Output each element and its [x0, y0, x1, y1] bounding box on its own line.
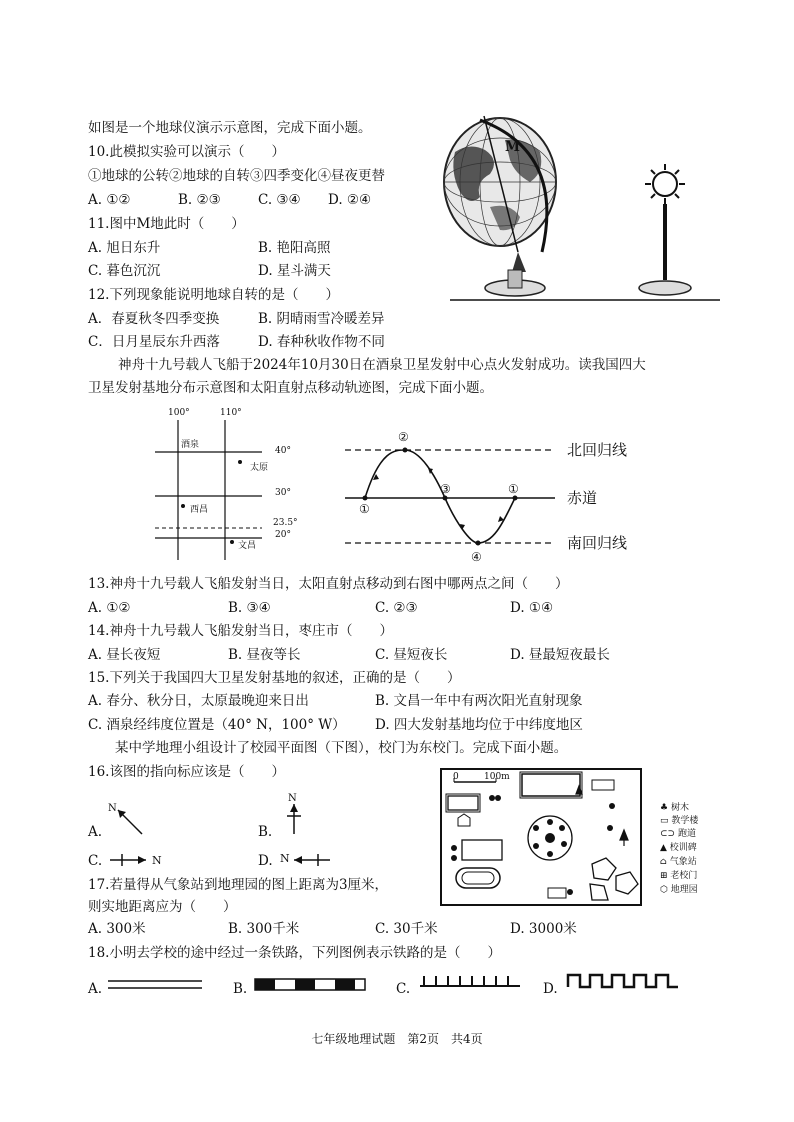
q18-option-b[interactable]: B.	[233, 981, 248, 997]
legend-geography-garden: ⬡ 地理园	[660, 885, 698, 895]
q13-option-a[interactable]: A. ①②	[88, 600, 131, 616]
legend-geography-garden-label: 地理园	[670, 885, 698, 895]
q11-option-b[interactable]: B. 艳阳高照	[258, 240, 331, 256]
map-lon-110: 110°	[220, 408, 242, 418]
legend-motto-stone: ▲ 校训碑	[660, 843, 697, 853]
path-point-1: ①	[359, 502, 370, 516]
q12-option-b[interactable]: B. 阴晴雨雪冷暖差异	[258, 311, 385, 327]
q18-b-symbol	[255, 978, 365, 992]
map-label-xichang: 西昌	[190, 505, 209, 515]
q11-option-a[interactable]: A. 旭日东升	[88, 240, 161, 256]
q12-stem: 12.下列现象能说明地球自转的是（ ）	[88, 287, 339, 303]
legend-old-gate: ⊞ 老校门	[660, 871, 698, 881]
q18-stem: 18.小明去学校的途中经过一条铁路，下列图例表示铁路的是（ ）	[88, 945, 501, 961]
q14-option-d[interactable]: D. 昼最短夜最长	[510, 647, 610, 663]
q18-d-symbol	[568, 972, 680, 990]
equator-label: 赤道	[567, 489, 598, 507]
q10-option-c[interactable]: C. ③④	[258, 192, 301, 208]
map-lat-30: 30°	[275, 488, 291, 498]
legend-tree: ♣ 树木	[660, 803, 689, 813]
path-point-4: ④	[471, 550, 482, 564]
q16-option-d[interactable]: D.	[258, 853, 273, 869]
q16-b-compass	[284, 802, 304, 836]
q17-option-a[interactable]: A. 300米	[88, 921, 146, 937]
q16-d-compass	[292, 852, 332, 868]
q14-stem: 14.神舟十九号载人飞船发射当日，枣庄市（ ）	[88, 623, 393, 639]
q11-option-d[interactable]: D. 星斗满天	[258, 263, 331, 279]
q13-option-b[interactable]: B. ③④	[228, 600, 271, 616]
legend-teaching-building: ▭ 教学楼	[660, 816, 699, 826]
campus-map	[440, 768, 650, 908]
legend-motto-stone-label: 校训碑	[669, 843, 697, 853]
q16-option-b[interactable]: B.	[258, 824, 273, 840]
page-footer: 七年级地理试题 第2页 共4页	[311, 1032, 483, 1046]
q13-option-c[interactable]: C. ②③	[375, 600, 418, 616]
q13-stem: 13.神舟十九号载人飞船发射当日，太阳直射点移动到右图中哪两点之间（ ）	[88, 576, 569, 592]
campus-scale-zero: 0	[453, 772, 459, 782]
q12-option-c[interactable]: C．日月星辰东升西落	[88, 334, 220, 350]
q17-option-d[interactable]: D. 3000米	[510, 921, 577, 937]
q15-stem: 15.下列关于我国四大卫星发射基地的叙述，正确的是（ ）	[88, 670, 461, 686]
legend-old-gate-label: 老校门	[670, 871, 698, 881]
q17-option-c[interactable]: C. 30千米	[375, 921, 438, 937]
q16-c-north-label: N	[152, 854, 162, 867]
q15-option-b[interactable]: B. 文昌一年中有两次阳光直射现象	[375, 693, 583, 709]
q18-option-c[interactable]: C.	[396, 981, 411, 997]
q16-b-north-label: N	[288, 793, 297, 804]
q14-option-a[interactable]: A. 昼长夜短	[88, 647, 161, 663]
path-point-1b: ①	[508, 482, 519, 496]
legend-teaching-building-label: 教学楼	[671, 816, 699, 826]
q16-c-compass	[108, 852, 148, 868]
campus-scale-label: 100m	[484, 772, 510, 782]
q10-items: ①地球的公转②地球的自转③四季变化④昼夜更替	[88, 168, 385, 184]
map-lat-40: 40°	[275, 446, 291, 456]
intro-shenzhou-line1: 神舟十九号载人飞船于2024年10月30日在酒泉卫星发射中心点火发射成功。读我国四大	[118, 357, 646, 373]
q12-option-d[interactable]: D. 春种秋收作物不同	[258, 334, 385, 350]
legend-weather-station: ⌂ 气象站	[660, 857, 697, 867]
legend-track-label: 跑道	[677, 829, 696, 839]
q12-option-a[interactable]: A．春夏秋冬四季变换	[88, 311, 220, 327]
legend-track: ⊂⊃ 跑道	[660, 829, 696, 839]
q11-option-c[interactable]: C. 暮色沉沉	[88, 263, 161, 279]
q18-option-a[interactable]: A.	[88, 981, 103, 997]
map-label-wenchang: 文昌	[238, 541, 257, 551]
q15-option-c[interactable]: C. 酒泉经纬度位置是（40° N，100° W）	[88, 717, 346, 733]
q17-stem-line1: 17.若量得从气象站到地理园的图上距离为3厘米，	[88, 877, 389, 893]
globe-illustration	[430, 112, 730, 307]
q15-option-a[interactable]: A. 春分、秋分日，太原最晚迎来日出	[88, 693, 309, 709]
q11-stem: 11.图中M地此时（ ）	[88, 216, 245, 232]
q16-a-north-label: N	[108, 803, 117, 814]
q15-option-d[interactable]: D. 四大发射基地均位于中纬度地区	[375, 717, 583, 733]
q16-a-compass	[116, 808, 146, 838]
q14-option-b[interactable]: B. 昼夜等长	[228, 647, 301, 663]
q16-option-c[interactable]: C.	[88, 853, 103, 869]
q18-c-symbol	[420, 972, 520, 990]
q17-stem-line2: 则实地距离应为（ ）	[88, 899, 237, 915]
q13-option-d[interactable]: D. ①④	[510, 600, 554, 616]
q18-a-symbol	[108, 978, 202, 992]
path-point-3: ③	[440, 482, 451, 496]
q16-d-north-label: N	[280, 852, 290, 865]
q16-stem: 16.该图的指向标应该是（ ）	[88, 764, 285, 780]
q10-option-b[interactable]: B. ②③	[178, 192, 221, 208]
legend-weather-station-label: 气象站	[669, 857, 697, 867]
map-lat-20: 20°	[275, 530, 291, 540]
sun-direct-point-path	[340, 430, 570, 560]
q18-option-d[interactable]: D.	[543, 981, 558, 997]
q17-option-b[interactable]: B. 300千米	[228, 921, 300, 937]
q10-option-a[interactable]: A. ①②	[88, 192, 131, 208]
map-lon-100: 100°	[168, 408, 190, 418]
intro-campus: 某中学地理小组设计了校园平面图（下图），校门为东校门。完成下面小题。	[115, 740, 568, 756]
map-label-taiyuan: 太原	[250, 463, 269, 473]
legend-tree-label: 树木	[670, 803, 689, 813]
map-lat-23-5: 23.5°	[273, 518, 298, 528]
map-label-jiuquan: 酒泉	[181, 440, 200, 450]
tropic-of-cancer-label: 北回归线	[567, 441, 628, 459]
q14-option-c[interactable]: C. 昼短夜长	[375, 647, 448, 663]
path-point-2: ②	[398, 430, 409, 444]
tropic-of-capricorn-label: 南回归线	[567, 534, 628, 552]
q10-stem: 10.此模拟实验可以演示（ ）	[88, 144, 285, 160]
launch-base-map	[150, 410, 280, 570]
globe-point-m: M	[505, 139, 520, 155]
q10-option-d[interactable]: D. ②④	[328, 192, 372, 208]
q16-option-a[interactable]: A.	[88, 824, 103, 840]
intro-shenzhou-line2: 卫星发射基地分布示意图和太阳直射点移动轨迹图，完成下面小题。	[88, 380, 493, 396]
intro-globe: 如图是一个地球仪演示示意图，完成下面小题。	[88, 120, 372, 136]
